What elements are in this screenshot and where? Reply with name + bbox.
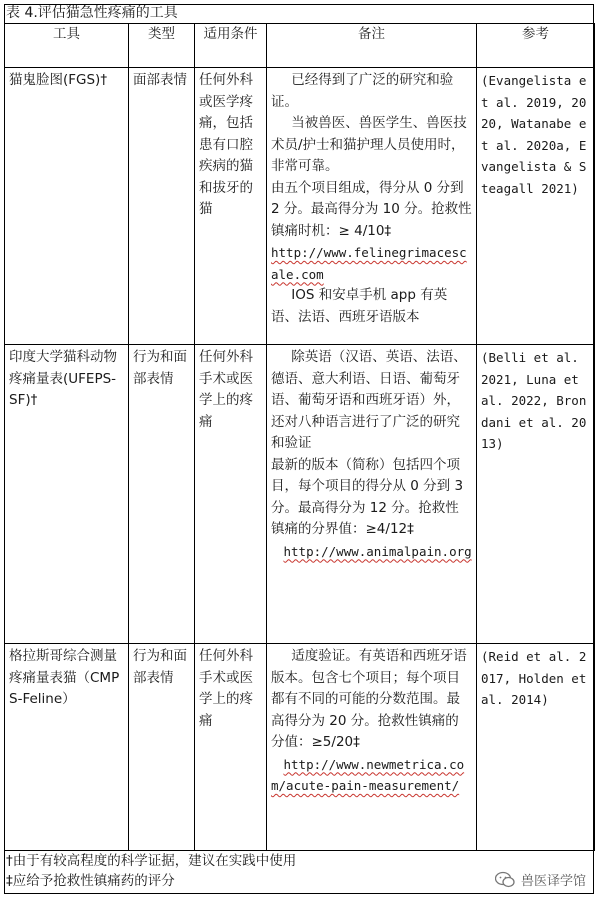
wechat-icon [495,871,515,889]
conditions-cell: 任何外科手术或医学上的疼痛 [195,644,267,851]
header-type: 类型 [129,24,195,68]
note-line: 已经得到了广泛的研究和验证。 [271,72,454,110]
footnote-2: ‡应给予抢救性镇痛药的评分 [6,873,175,889]
watermark [495,870,586,889]
type-cell: 面部表情 [129,68,195,345]
header-row [5,24,595,68]
conditions-cell: 任何外科手术或医学上的疼痛 [195,345,267,644]
refs-cell: (Belli et al. 2021, Luna et al. 2022, Brondani et al. 2013) [477,345,595,644]
watermark-text: 兽医译学馆 [520,874,586,889]
tool-cell: 印度大学猫科动物疼痛量表(UFEPS-SF)† [5,345,129,644]
note-line: 当被兽医、兽医学生、兽医技术员/护士和猫护理人员使用时，非常可靠。 [271,115,467,174]
note-url[interactable]: http://www.felinegrimacescale.com [271,245,467,282]
header-conditions: 适用条件 [195,24,267,68]
conditions-cell: 任何外科或医学疼痛，包括患有口腔疾病的猫和拔牙的猫 [195,68,267,345]
table-row [5,68,595,345]
notes-cell [267,68,477,345]
type-cell: 行为和面部表情 [129,644,195,851]
note-line: 最新的版本（简称）包括四个项目，每个项目的得分从 0 分到 3分。最高得分为 12 分。抢救性镇痛的分界值：≥4/12‡ [271,456,464,537]
type-cell: 行为和面部表情 [129,345,195,644]
header-tool: 工具 [5,24,129,68]
refs-cell: (Reid et al. 2017, Holden et al. 2014) [477,644,595,851]
note-url[interactable]: http://www.newmetrica.com/acute-pain-measurement/ [271,756,465,793]
tool-cell: 猫鬼脸图(FGS)† [5,68,129,345]
table-caption: 表 4.评估猫急性疼痛的工具 [6,5,178,21]
table-row [5,644,595,851]
tool-cell: 格拉斯哥综合测量疼痛量表猫（CMPS-Feline） [5,644,129,851]
notes-cell [267,644,477,851]
refs-cell: (Evangelista et al. 2019, 2020, Watanabe et al. 2020a, Evangelista & Steagall 2021) [477,68,595,345]
note-line: IOS 和安卓手机 app 有英语、法语、西班牙语版本 [271,287,448,325]
notes-cell [267,345,477,644]
footnote-1: †由于有较高程度的科学证据，建议在实践中使用 [6,853,297,869]
note-line: 除英语（汉语、英语、法语、德语、意大利语、日语、葡萄牙语、葡萄牙语和西班牙语）外，还对八种语言进行了广泛的研究和验证 [271,349,467,451]
header-refs: 参考 [477,24,595,68]
note-url[interactable]: http://www.animalpain.org [283,543,472,559]
note-line: 由五个项目组成，得分从 0 分到 2 分。最高得分为 10 分。抢救性镇痛时机：≥ 4/10‡ [271,179,472,239]
header-notes: 备注 [267,24,477,68]
pain-assessment-table [4,23,595,851]
note-line: 适度验证。有英语和西班牙语版本。包含七个项目；每个项目都有不同的可能的分数范围。最高得分为 20 分。抢救性镇痛的分值：≥5/20‡ [271,648,467,750]
table-row [5,345,595,644]
